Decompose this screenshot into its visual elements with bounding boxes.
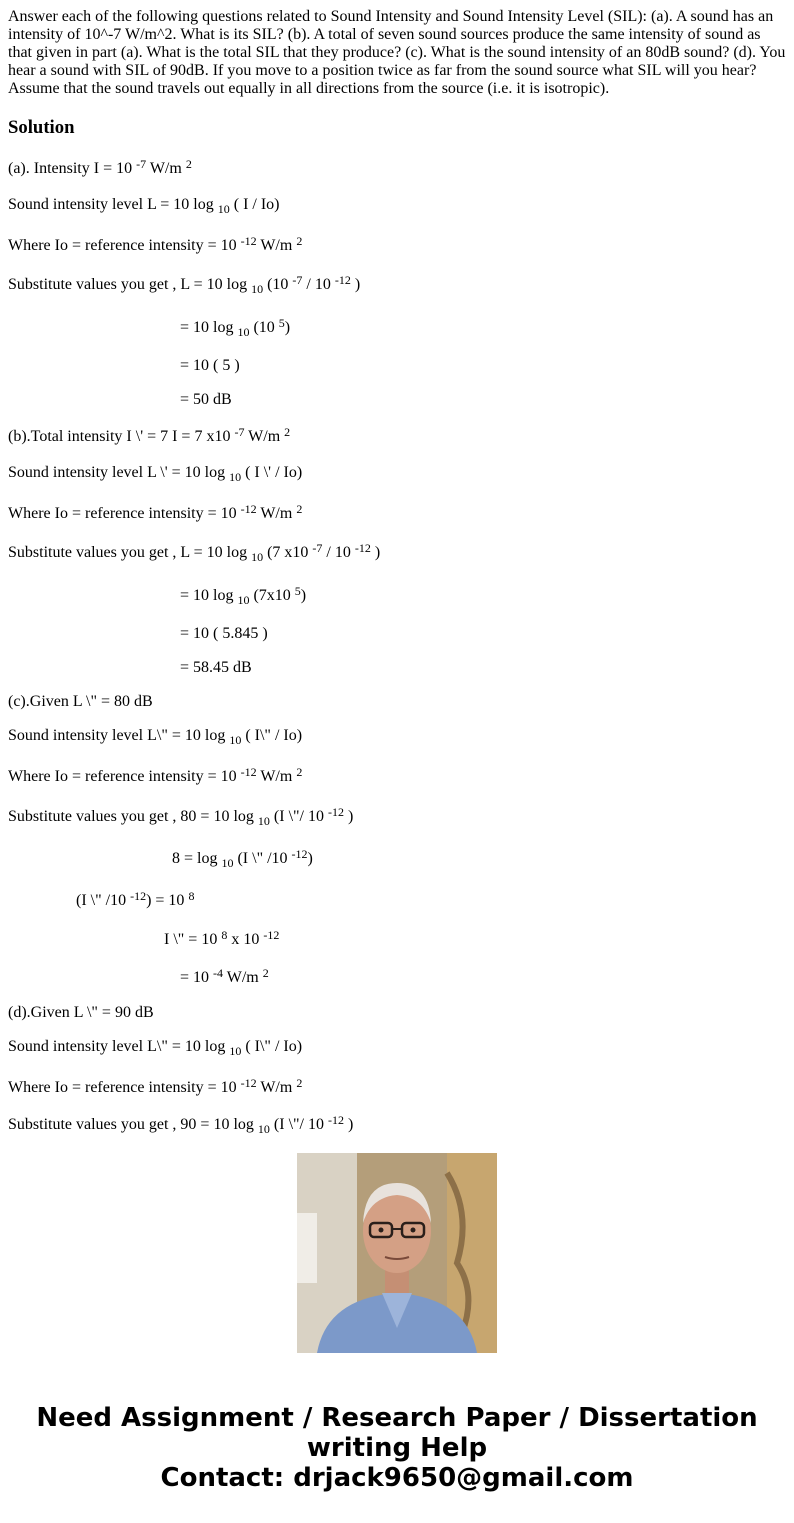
part-b-reference: Where Io = reference intensity = 10 $^{-12}$ W/m $^2$ — [8, 502, 303, 522]
part-a-reference: Where Io = reference intensity = 10 $^{-12}$ W/m $^2$ — [8, 234, 303, 254]
part-a-result: = 50 dB — [180, 391, 232, 408]
solution-heading: Solution — [8, 117, 75, 138]
avatar — [297, 1153, 497, 1353]
part-b-result: = 58.45 dB — [180, 659, 252, 676]
part-b-step2: = 10 ( 5.845 ) — [180, 625, 268, 642]
part-d-reference: Where Io = reference intensity = 10 $^{-12}$ W/m $^2$ — [8, 1076, 303, 1096]
part-b-formula: Sound intensity level L \' = 10 log $_{10}$ ( I \' / Io) — [8, 464, 303, 484]
part-a-step2: = 10 ( 5 ) — [180, 357, 240, 374]
part-a-step1: = 10 log $_{10}$ (10 $^5$) — [180, 316, 291, 339]
part-b-intensity: (b).Total intensity I \' = 7 I = 7 x10 $^{-7}$ W/m $^2$ — [8, 425, 291, 445]
part-b-step1: = 10 log $_{10}$ (7x10 $^5$) — [180, 584, 307, 607]
part-d-given: (d).Given L \" = 90 dB — [8, 1004, 154, 1021]
tutor-portrait-image — [297, 1153, 497, 1353]
part-c-given: (c).Given L \" = 80 dB — [8, 693, 153, 710]
promo-text — [0, 1403, 794, 1493]
part-d-substitute-cut: Substitute values you get , 90 = 10 log $_{10}$ (I \"/ 10 $^{-12}$ ) — [8, 1113, 354, 1136]
promo-contact: Contact: drjack9650@gmail.com — [160, 1463, 634, 1493]
part-a-formula: Sound intensity level L = 10 log $_{10}$ ( I / Io) — [8, 196, 280, 216]
part-c-formula: Sound intensity level L\" = 10 log $_{10}$ ( I\" / Io) — [8, 727, 303, 747]
part-c-substitute: Substitute values you get , 80 = 10 log $_{10}$ (I \"/ 10 $^{-12}$ ) — [8, 805, 354, 828]
part-d-formula: Sound intensity level L\" = 10 log $_{10}$ ( I\" / Io) — [8, 1038, 303, 1058]
question-text: Answer each of the following questions related to Sound Intensity and Sound Intensity Level (SIL): (a). A sound has an intensity of 10^-7 W/m^2. What is its SIL? (b). A total of seven sound sources produce the same intensity of sound as that given in part (a). What is the total SIL that they produce? (c). What is the sound intensity of an 80dB sound? (d). You hear a sound with SIL of 90dB. If you move to a position twice as far from the sound source what SIL will you hear? Assume that the sound travels out equally in all directions from the source (i.e. it is isotropic). — [8, 8, 786, 97]
part-c-step2: (I \" /10 $^{-12}$) = 10 $^8$ — [76, 889, 195, 909]
part-c-step1: 8 = log $_{10}$ (I \" /10 $^{-12}$) — [172, 847, 313, 870]
part-c-reference: Where Io = reference intensity = 10 $^{-12}$ W/m $^2$ — [8, 765, 303, 785]
promo-line-1: Need Assignment / Research Paper / Dissertation — [36, 1403, 758, 1433]
part-a-intensity: (a). Intensity I = 10 $^{-7}$ W/m $^2$ — [8, 157, 192, 177]
part-c-step3: I \" = 10 $^8$ x 10 $^{-12}$ — [164, 928, 280, 948]
promo-section — [0, 1123, 794, 1523]
part-a-substitute: Substitute values you get , L = 10 log $_{10}$ (10 $^{-7}$ / 10 $^{-12}$ ) — [8, 273, 361, 296]
promo-line-2: writing Help — [306, 1433, 488, 1463]
part-c-result: = 10 $^{-4}$ W/m $^2$ — [180, 966, 269, 986]
part-b-substitute: Substitute values you get , L = 10 log $_{10}$ (7 x10 $^{-7}$ / 10 $^{-12}$ ) — [8, 541, 381, 564]
solution-document — [8, 0, 788, 1136]
